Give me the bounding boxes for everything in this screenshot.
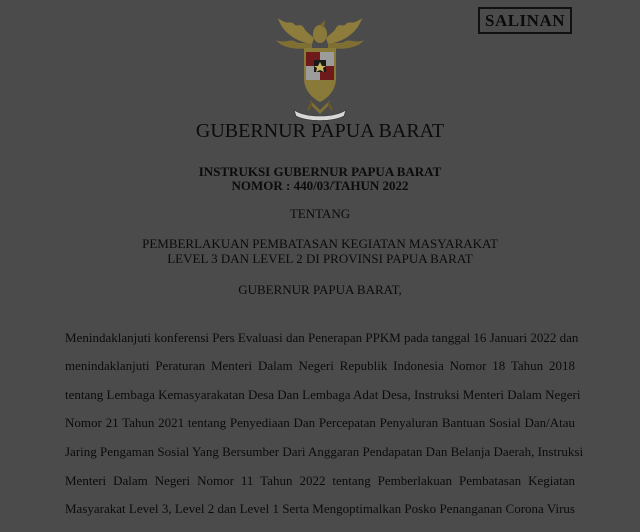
instruction-title: INSTRUKSI GUBERNUR PAPUA BARAT [198,164,442,179]
instruction-number: NOMOR : 440/03/TAHUN 2022 [231,178,409,193]
body-line: Masyarakat Level 3, Level 2 dan Level 1 Serta Mengoptimalkan Posko Penanganan Corona Virus [65,501,575,516]
about-heading: TENTANG [289,206,351,221]
subject-line-2: LEVEL 3 DAN LEVEL 2 DI PROVINSI PAPUA BARAT [167,251,473,266]
subject-line-1: PEMBERLAKUAN PEMBATASAN KEGIATAN MASYARAKAT [142,236,498,251]
body-line: menindaklanjuti Peraturan Menteri Dalam Negeri Republik Indonesia Nomor 18 Tahun 2018 [65,358,575,373]
body-line: Menindaklanjuti konferensi Pers Evaluasi dan Penerapan PPKM pada tanggal 16 Januari 2022 dan [65,330,579,345]
body-line: tentang Lembaga Kemasyarakatan Desa Dan Lembaga Adat Desa, Instruksi Menteri Dalam Negeri [65,387,581,402]
garuda-emblem-icon [272,14,368,122]
governor-salutation: GUBERNUR PAPUA BARAT, [238,282,402,297]
body-line: Jaring Pengaman Sosial Yang Bersumber Dari Anggaran Pendapatan Dan Belanja Daerah, Instruksi [65,444,584,459]
body-line: Nomor 21 Tahun 2021 tentang Penyediaan Dan Percepatan Penyaluran Bantuan Sosial Dan/Atau [65,415,575,430]
governor-heading: GUBERNUR PAPUA BARAT [195,120,445,142]
salinan-stamp: SALINAN [478,7,572,34]
body-line: Menteri Dalam Negeri Nomor 11 Tahun 2022 tentang Pemberlakuan Pembatasan Kegiatan [65,473,575,488]
